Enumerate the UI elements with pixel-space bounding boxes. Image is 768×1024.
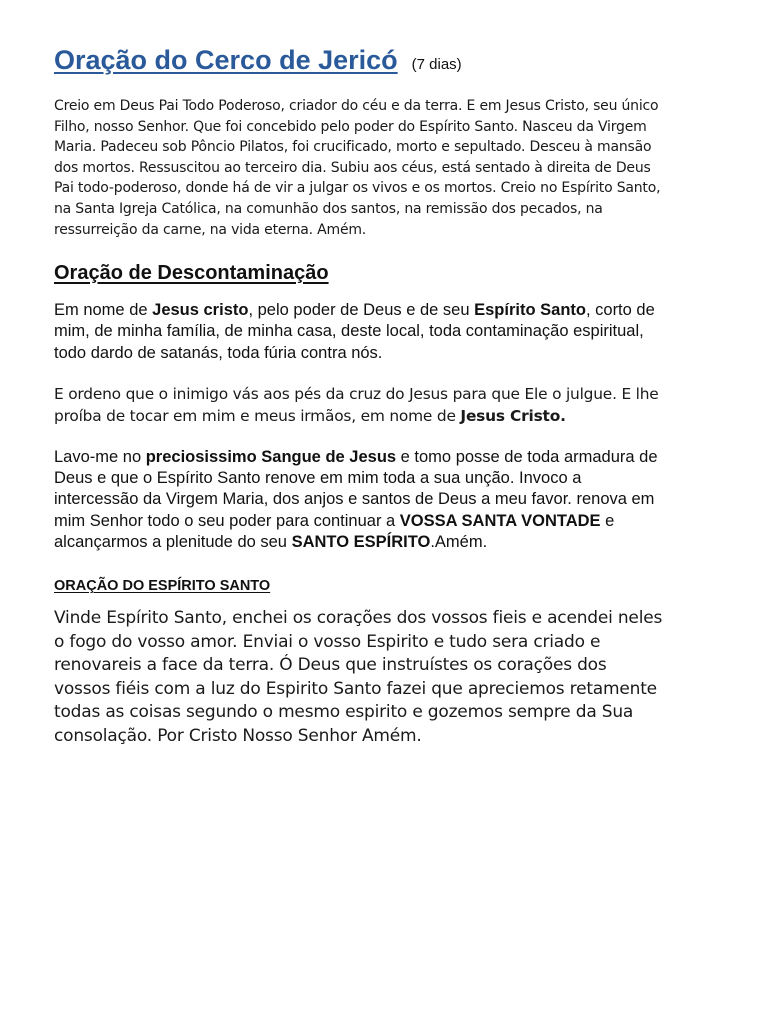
document-page [54, 40, 664, 765]
text-run: e tomo posse de toda armadura de Deus e que o Espírito Santo renove em mim toda a sua unção. Invoco a intercessão da Virgem Maria, dos anjos e santos de Deus a meu favor. renova em mim Senhor todo o seu poder para continuar a [54, 447, 658, 530]
descontaminacao-heading: Oração de Descontaminação [54, 262, 329, 285]
bold-run: Espírito Santo [474, 301, 586, 320]
espirito-santo-heading: ORAÇÃO DO ESPÍRITO SANTO [54, 578, 271, 595]
text-run: .Amém. [430, 533, 488, 552]
text-run: Lavo-me no [54, 447, 146, 466]
descontaminacao-paragraph-3 [54, 447, 664, 553]
text-run: , pelo poder de Deus e de seu [248, 301, 475, 320]
text-run: , corto de mim, de minha família, de minha casa, deste local, toda contaminação espiritual, todo dardo de satanás, toda fúria contra nós. [54, 301, 655, 362]
bold-run: Jesus Cristo. [460, 407, 566, 426]
bold-run: preciosissimo Sangue de Jesus [145, 447, 397, 466]
text-run: Em nome de [54, 301, 153, 320]
credo-paragraph: Creio em Deus Pai Todo Poderoso, criador do céu e da terra. E em Jesus Cristo, seu único Filho, nosso Senhor. Que foi concebido pelo poder do Espírito Santo. Nasceu da Virgem Maria. Padeceu sob Pôncio Pilatos, foi crucificado, morto e sepultado. Desceu à mansão dos mortos. Ressuscitou ao terceiro dia. Subiu aos céus, está sentado à direita de Deus Pai todo-poderoso, donde há de vir a julgar os vivos e os mortos. Creio no Espírito Santo, na Santa Igreja Católica, na comunhão dos santos, na remissão dos pecados, na ressurreição da carne, na vida eterna. Amém. [54, 98, 661, 238]
descontaminacao-paragraph-2 [54, 383, 664, 428]
bold-run: VOSSA SANTA VONTADE [399, 511, 601, 530]
espirito-santo-paragraph: Vinde Espírito Santo, enchei os corações dos vossos fieis e acendei neles o fogo do vosso amor. Enviai o vosso Espirito e tudo sera criado e renovareis a face da terra. Ó Deus que instruístes os corações dos vossos fiéis com a luz do Espirito Santo fazei que apreciemos retamente todas as coisas segundo o mesmo espirito e gozemos sempre da Sua consolação. Por Cristo Nosso Senhor Amém. [54, 608, 663, 746]
title-duration-note: (7 dias) [411, 56, 462, 73]
text-run: E ordeno que o inimigo vás aos pés da cruz do Jesus para que Ele o julgue. E lhe proíba de tocar em mim e meus irmãos, em nome de [54, 385, 659, 426]
title-row [54, 40, 664, 80]
bold-run: Jesus cristo [152, 301, 249, 320]
document-title: Oração do Cerco de Jericó [54, 45, 398, 75]
text-run: e alcançarmos a plenitude do seu [54, 511, 615, 552]
bold-run: SANTO ESPÍRITO [291, 533, 431, 552]
descontaminacao-paragraph-1 [54, 300, 664, 364]
